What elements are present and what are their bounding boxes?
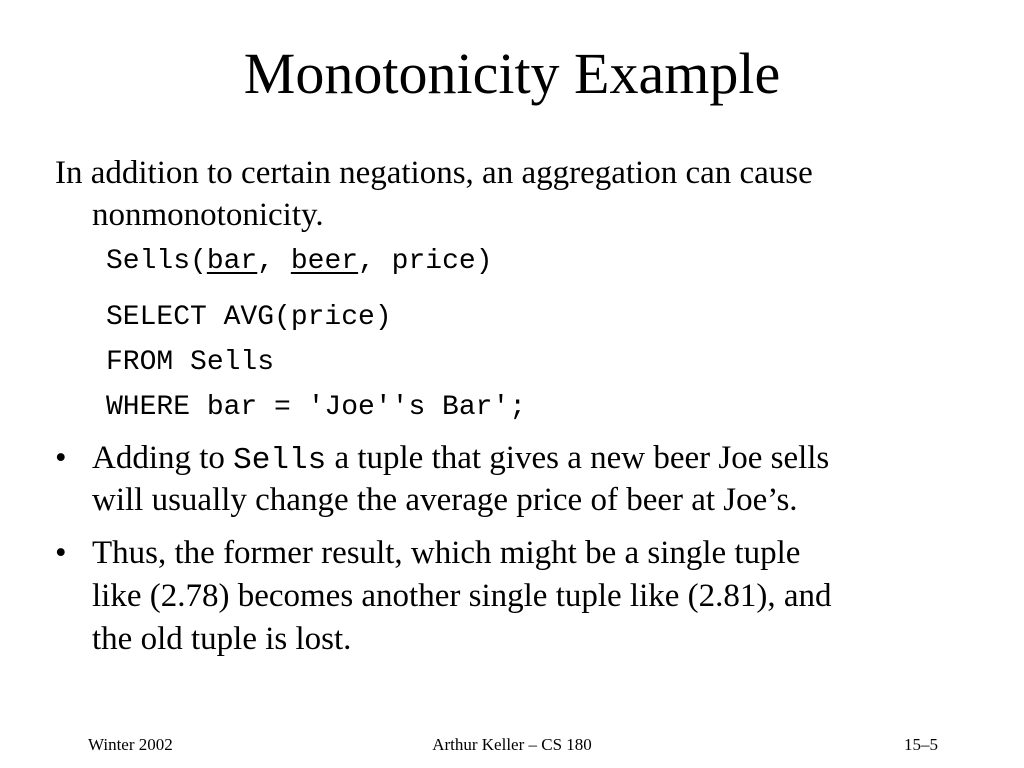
footer-author-course: Arthur Keller – CS 180 bbox=[432, 735, 592, 754]
bullet-1-text-a: Adding to bbox=[92, 440, 234, 476]
schema-key-beer: beer bbox=[290, 246, 359, 277]
query-line-where: WHERE bar = 'Joe''s Bar'; bbox=[106, 392, 527, 423]
intro-text-line-1: In addition to certain negations, an aggregation can cause bbox=[55, 155, 813, 191]
schema-line bbox=[106, 245, 493, 279]
schema-separator: , bbox=[257, 246, 291, 277]
schema-prefix: Sells( bbox=[106, 246, 207, 277]
schema-rest: , price) bbox=[358, 246, 493, 277]
bullet-marker: • bbox=[55, 440, 67, 476]
query-line-from: FROM Sells bbox=[106, 347, 275, 378]
bullet-1-relation-name: Sells bbox=[233, 443, 327, 478]
bullet-2-line-1: Thus, the former result, which might be a single tuple bbox=[92, 535, 801, 571]
query-line-select: SELECT AVG(price) bbox=[106, 302, 392, 333]
footer-slide-number: 15–5 bbox=[904, 735, 938, 754]
bullet-1-line-2: will usually change the average price of beer at Joe’s. bbox=[92, 482, 798, 518]
bullet-1-line-1 bbox=[92, 437, 1012, 482]
intro-text-line-2: nonmonotonicity. bbox=[92, 197, 324, 233]
bullet-marker: • bbox=[55, 535, 67, 571]
slide-title: Monotonicity Example bbox=[243, 41, 781, 106]
footer-term: Winter 2002 bbox=[88, 735, 173, 754]
schema-key-bar: bar bbox=[206, 246, 258, 277]
bullet-2-line-2: like (2.78) becomes another single tuple like (2.81), and bbox=[92, 578, 832, 614]
bullet-1-text-b: a tuple that gives a new beer Joe sells bbox=[326, 440, 830, 476]
bullet-2-line-3: the old tuple is lost. bbox=[92, 621, 352, 657]
